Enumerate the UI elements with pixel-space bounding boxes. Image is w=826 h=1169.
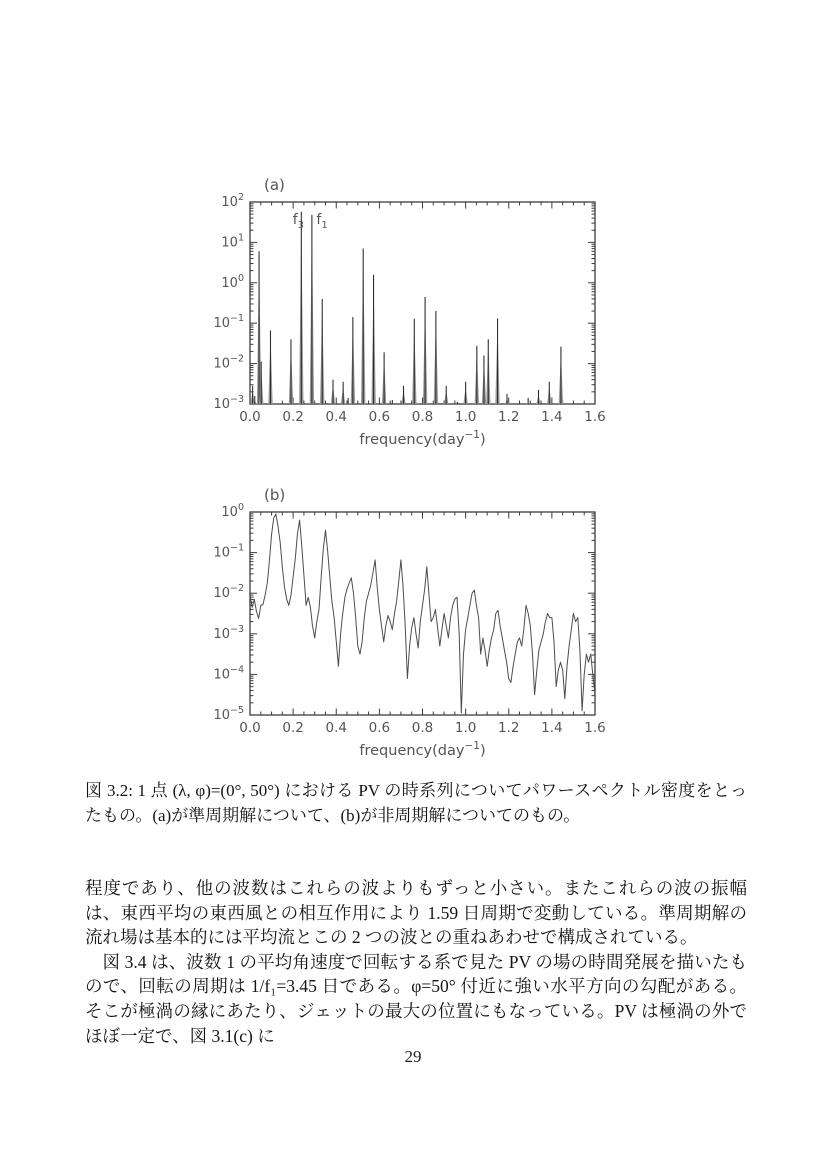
svg-text:10−3: $10^{-3}$	[213, 394, 244, 412]
svg-text:0.6: 0.6	[368, 409, 391, 425]
svg-text:0.8: 0.8	[411, 720, 434, 736]
svg-text:1.6: 1.6	[584, 720, 606, 736]
body-text	[85, 876, 747, 1048]
svg-text:100: $10^0$	[221, 502, 244, 520]
plot-a-quasiperiodic-power-spectrum	[180, 170, 650, 460]
figure-caption: 図 3.2: 1 点 (λ, φ)=(0°, 50°) における PV の時系列についてパワースペクトル密度をとったもの。(a)が準周期解について、(b)が非周期解についてのもの。	[85, 781, 747, 825]
svg-text:1.4: 1.4	[541, 409, 563, 425]
svg-text:0.2: 0.2	[282, 720, 304, 736]
svg-text:1.0: 1.0	[454, 409, 477, 425]
svg-text:f3: $f_3$	[292, 212, 305, 232]
svg-text:0.0: 0.0	[239, 720, 261, 736]
svg-text:0.4: 0.4	[325, 409, 347, 425]
svg-text:1.4: 1.4	[541, 720, 563, 736]
svg-text:10−1: $10^{-1}$	[213, 313, 244, 332]
svg-text:10−2: $10^{-2}$	[213, 353, 244, 372]
svg-text:10−1: $10^{-1}$	[213, 542, 244, 561]
svg-text:1.6: 1.6	[584, 409, 606, 425]
svg-text:frequency(day−1): frequency(day$^{-1}$)	[359, 740, 486, 759]
svg-text:10−2: $10^{-2}$	[213, 583, 244, 602]
svg-text:1.2: 1.2	[498, 720, 520, 736]
paragraph-1: 程度であり、他の波数はこれらの波よりもずっと小さい。またこれらの波の振幅は、東西平均の東西風との相互作用により 1.59 日周期で変動している。準周期解の流れ場は基本的には平均流とこの 2 つの波との重ねあわせで構成されている。	[85, 878, 747, 948]
svg-text:10−4: $10^{-4}$	[213, 664, 244, 683]
paragraph-2: 図 3.4 は、波数 1 の平均角速度で回転する系で見た PV の場の時間発展を描いたもので、回転の周期は 1/f₁=3.45 日である。φ=50° 付近に強い水平方向の勾配がある。そこが極渦の縁にあたり、ジェットの最大の位置にもなっている。PV は極渦の外でほぼ一定で、図 3.1(c) に	[85, 951, 747, 1046]
svg-text:0.6: 0.6	[368, 720, 391, 736]
svg-text:(b): (b)	[264, 486, 286, 504]
svg-text:0.2: 0.2	[282, 409, 304, 425]
svg-text:f1: $f_1$	[316, 212, 328, 232]
svg-text:frequency(day−1): frequency(day$^{-1}$)	[359, 429, 486, 448]
svg-text:10−3: $10^{-3}$	[213, 623, 244, 642]
svg-text:0.4: 0.4	[325, 720, 347, 736]
page-number: 29	[404, 1047, 422, 1066]
svg-text:102: $10^2$	[221, 192, 244, 210]
svg-text:101: $10^1$	[221, 232, 244, 251]
svg-text:1.0: 1.0	[454, 720, 477, 736]
svg-text:(a): (a)	[264, 176, 285, 194]
svg-text:1.2: 1.2	[498, 409, 520, 425]
svg-text:0.0: 0.0	[239, 409, 261, 425]
svg-text:100: $10^0$	[221, 272, 244, 291]
plot-b-aperiodic-power-spectrum	[180, 470, 650, 770]
svg-text:0.8: 0.8	[411, 409, 434, 425]
svg-text:10−5: $10^{-5}$	[213, 705, 244, 723]
